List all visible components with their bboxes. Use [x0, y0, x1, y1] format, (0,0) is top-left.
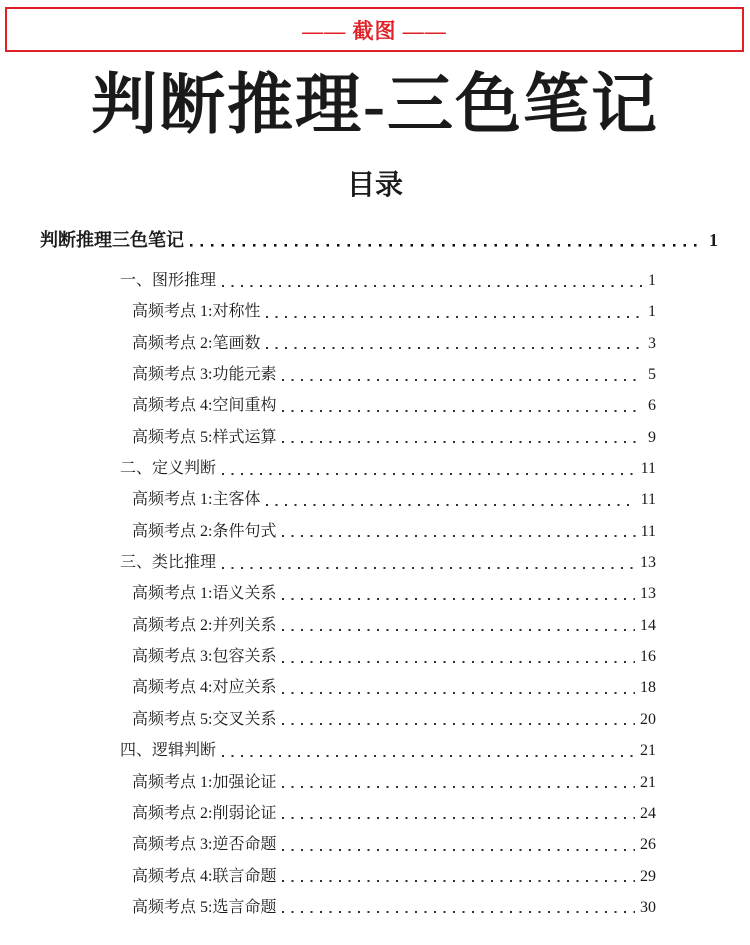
- toc-leader-dots: [266, 296, 643, 327]
- toc-entry[interactable]: [132, 390, 656, 421]
- toc-leader-dots: [282, 704, 635, 735]
- toc-entry-label: 高频考点 2:笔画数: [132, 334, 261, 352]
- toc-entry[interactable]: [132, 296, 656, 327]
- toc-entry-label: 高频考点 1:加强论证: [132, 773, 277, 791]
- toc-page-number: 13: [640, 585, 656, 603]
- toc-page-number: 20: [640, 710, 656, 728]
- toc-page-number: 18: [640, 679, 656, 697]
- screenshot-banner-label: —— 截图 ——: [302, 18, 447, 43]
- toc-entry-label: 高频考点 1:语义关系: [132, 585, 277, 603]
- toc-page-number: 11: [640, 522, 656, 540]
- toc-entry-label: 二、定义判断: [120, 460, 217, 478]
- toc-entry-label: 高频考点 3:包容关系: [132, 648, 277, 666]
- toc-entry-label: 一、图形推理: [120, 272, 217, 289]
- toc-page-number: 1: [709, 230, 718, 250]
- toc-page-number: 11: [640, 460, 656, 478]
- toc-entry-label: 高频考点 5:选言命题: [132, 898, 277, 916]
- toc-entry[interactable]: [120, 547, 656, 578]
- toc-entry-label: 判断推理三色笔记: [40, 230, 184, 250]
- toc-page-number: 26: [640, 836, 656, 854]
- screenshot-banner: [5, 7, 744, 52]
- toc-page-number: 14: [640, 616, 656, 634]
- toc-entry-label: 高频考点 2:条件句式: [132, 522, 277, 540]
- toc-leader-dots: [222, 265, 643, 296]
- toc-entry-label: 高频考点 2:削弱论证: [132, 804, 277, 822]
- toc-page-number: 13: [640, 554, 656, 572]
- toc-leader-dots: [222, 453, 636, 484]
- toc-entry-label: 四、逻辑判断: [120, 742, 217, 760]
- toc-entry-label: 高频考点 5:样式运算: [132, 428, 277, 446]
- toc-page-number: 21: [640, 742, 656, 760]
- toc-leader-dots: [282, 672, 635, 703]
- toc-page-number: 21: [640, 773, 656, 791]
- toc-entry[interactable]: [120, 453, 656, 484]
- toc-entry-label: 高频考点 4:对应关系: [132, 679, 277, 697]
- toc-leader-dots: [282, 516, 635, 547]
- toc-leader-dots: [282, 578, 635, 609]
- toc-page-number: 11: [640, 491, 656, 509]
- toc-entry-label: 高频考点 1:对称性: [132, 303, 261, 321]
- toc-leader-dots: [266, 328, 643, 359]
- toc-leader-dots: [190, 223, 704, 257]
- toc-leader-dots: [282, 422, 643, 453]
- toc-page-number: 16: [640, 648, 656, 666]
- toc-entry[interactable]: [120, 735, 656, 766]
- toc-entry[interactable]: [132, 359, 656, 390]
- toc-entry[interactable]: [132, 861, 656, 892]
- toc-entry[interactable]: [132, 798, 656, 829]
- toc-entry[interactable]: [132, 892, 656, 923]
- toc-page-number: 1: [648, 303, 656, 321]
- toc-entry-label: 高频考点 1:主客体: [132, 491, 261, 509]
- toc-page-number: 9: [648, 428, 656, 446]
- toc-entry-label: 三、类比推理: [120, 554, 217, 572]
- toc-entry[interactable]: [132, 767, 656, 798]
- toc-leader-dots: [282, 390, 643, 421]
- toc-page-number: 24: [640, 804, 656, 822]
- toc-leader-dots: [222, 547, 635, 578]
- toc-entry[interactable]: [40, 223, 718, 257]
- toc-page-number: 5: [648, 366, 656, 384]
- toc-entry[interactable]: [132, 516, 656, 547]
- toc-page-number: 1: [648, 272, 656, 289]
- toc-entry[interactable]: [132, 484, 656, 515]
- toc-entry-label: 高频考点 4:空间重构: [132, 397, 277, 415]
- toc-entry[interactable]: [132, 672, 656, 703]
- toc-leader-dots: [266, 484, 635, 515]
- toc: [0, 223, 750, 923]
- toc-leader-dots: [282, 641, 635, 672]
- toc-entry-label: 高频考点 3:逆否命题: [132, 836, 277, 854]
- toc-leader-dots: [222, 735, 635, 766]
- toc-entry[interactable]: [132, 578, 656, 609]
- toc-heading: 目录: [346, 169, 403, 200]
- toc-entry[interactable]: [132, 610, 656, 641]
- toc-leader-dots: [282, 610, 635, 641]
- toc-entry[interactable]: [132, 704, 656, 735]
- toc-entry-label: 高频考点 2:并列关系: [132, 616, 277, 634]
- toc-entry[interactable]: [132, 328, 656, 359]
- toc-leader-dots: [282, 829, 635, 860]
- toc-page-number: 3: [648, 334, 656, 352]
- toc-leader-dots: [282, 767, 635, 798]
- toc-entry[interactable]: [132, 422, 656, 453]
- toc-entry-label: 高频考点 3:功能元素: [132, 366, 277, 384]
- toc-entry-label: 高频考点 5:交叉关系: [132, 710, 277, 728]
- toc-entry[interactable]: [132, 641, 656, 672]
- toc-page-number: 30: [640, 898, 656, 916]
- toc-entry[interactable]: [120, 265, 656, 296]
- toc-leader-dots: [282, 861, 635, 892]
- toc-page-number: 29: [640, 867, 656, 885]
- toc-entry-label: 高频考点 4:联言命题: [132, 867, 277, 885]
- toc-page-number: 6: [648, 397, 656, 415]
- toc-entry[interactable]: [132, 829, 656, 860]
- document-title: 判断推理-三色笔记: [91, 69, 659, 142]
- toc-leader-dots: [282, 892, 635, 923]
- toc-leader-dots: [282, 798, 635, 829]
- toc-leader-dots: [282, 359, 643, 390]
